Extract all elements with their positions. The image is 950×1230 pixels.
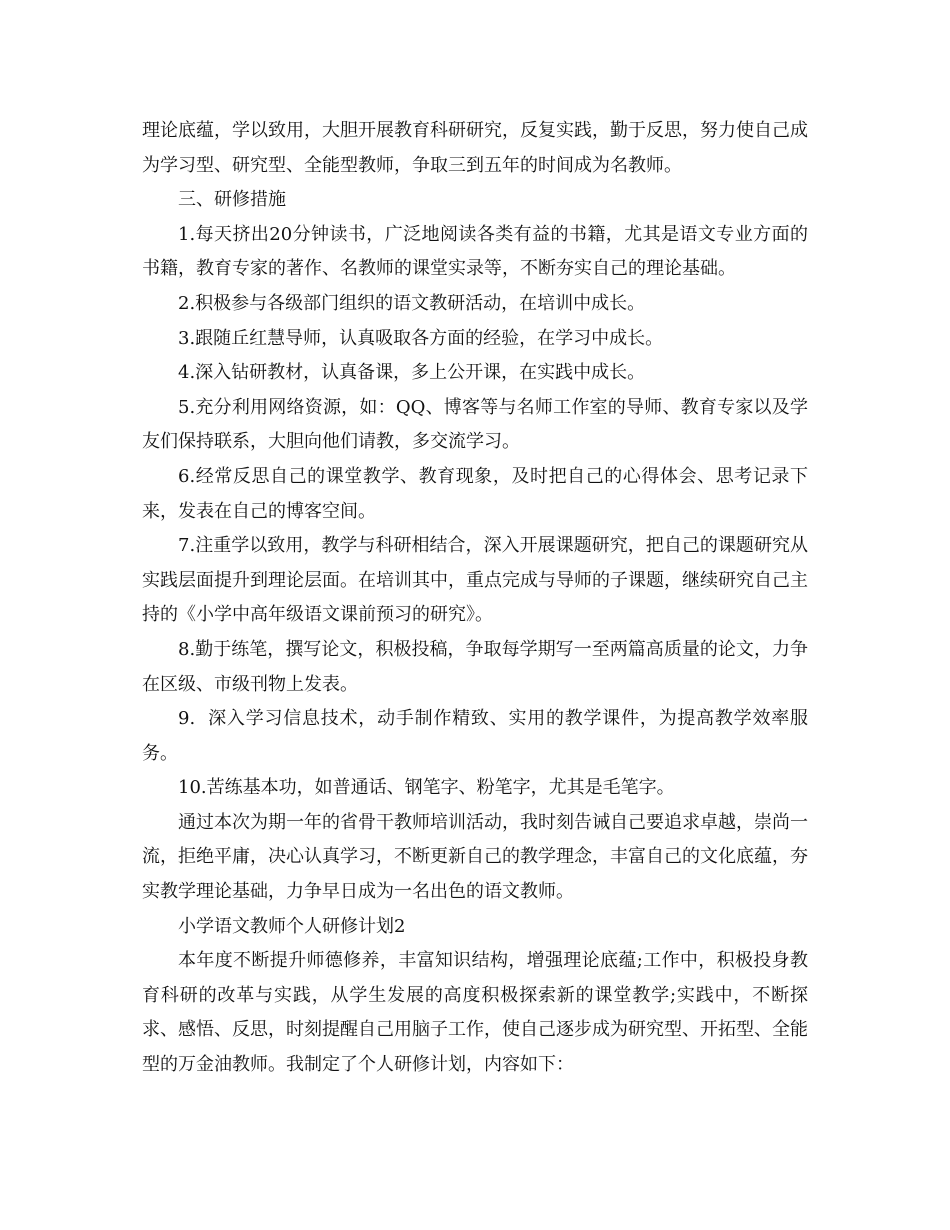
paragraph-continuation: 理论底蕴，学以致用，大胆开展教育科研研究，反复实践，勤于反思，努力使自己成为学习型、研究型、全能型教师，争取三到五年的时间成为名教师。	[142, 120, 808, 176]
document-body	[142, 114, 808, 1083]
measure-item-1: 1.每天挤出20分钟读书，广泛地阅读各类有益的书籍，尤其是语文专业方面的书籍，教育专家的著作、名教师的课堂实录等，不断夯实自己的理论基础。	[142, 223, 808, 280]
measure-item-8: 8.勤于练笔，撰写论文，积极投稿，争取每学期写一至两篇高质量的论文，力争在区级、市级刊物上发表。	[142, 638, 808, 695]
plan-2-intro: 本年度不断提升师德修养，丰富知识结构，增强理论底蕴;工作中，积极投身教育科研的改革与实践，从学生发展的高度积极探索新的课堂教学;实践中，不断探求、感悟、反思，时刻提醒自己用脑子工作，使自己逐步成为研究型、开拓型、全能型的万金油教师。我制定了个人研修计划，内容如下：	[142, 950, 808, 1076]
measure-item-10: 10.苦练基本功，如普通话、钢笔字、粉笔字，尤其是毛笔字。	[178, 777, 675, 799]
measure-item-3: 3.跟随丘红慧导师，认真吸取各方面的经验，在学习中成长。	[178, 327, 664, 349]
measure-item-2: 2.积极参与各级部门组织的语文教研活动，在培训中成长。	[178, 292, 646, 314]
section-heading-measures: 三、研修措施	[178, 189, 286, 211]
measure-item-9: 9. 深入学习信息技术，动手制作精致、实用的教学课件，为提高教学效率服务。	[142, 708, 808, 764]
measure-item-6: 6.经常反思自己的课堂教学、教育现象，及时把自己的心得体会、思考记录下来，发表在自己的博客空间。	[142, 465, 808, 522]
measure-item-5: 5.充分利用网络资源，如：QQ、博客等与名师工作室的导师、教育专家以及学友们保持联系，大胆向他们请教，多交流学习。	[142, 396, 808, 453]
plan-2-title: 小学语文教师个人研修计划2	[178, 915, 406, 937]
measure-item-7: 7.注重学以致用，教学与科研相结合，深入开展课题研究，把自己的课题研究从实践层面提升到理论层面。在培训其中，重点完成与导师的子课题，继续研究自己主持的《小学中高年级语文课前预习的研究》。	[142, 535, 808, 626]
measure-item-4: 4.深入钻研教材，认真备课，多上公开课，在实践中成长。	[178, 362, 646, 384]
closing-paragraph: 通过本次为期一年的省骨干教师培训活动，我时刻告诫自己要追求卓越，崇尚一流，拒绝平庸，决心认真学习，不断更新自己的教学理念，丰富自己的文化底蕴，夯实教学理论基础，力争早日成为一名出色的语文教师。	[142, 811, 808, 903]
